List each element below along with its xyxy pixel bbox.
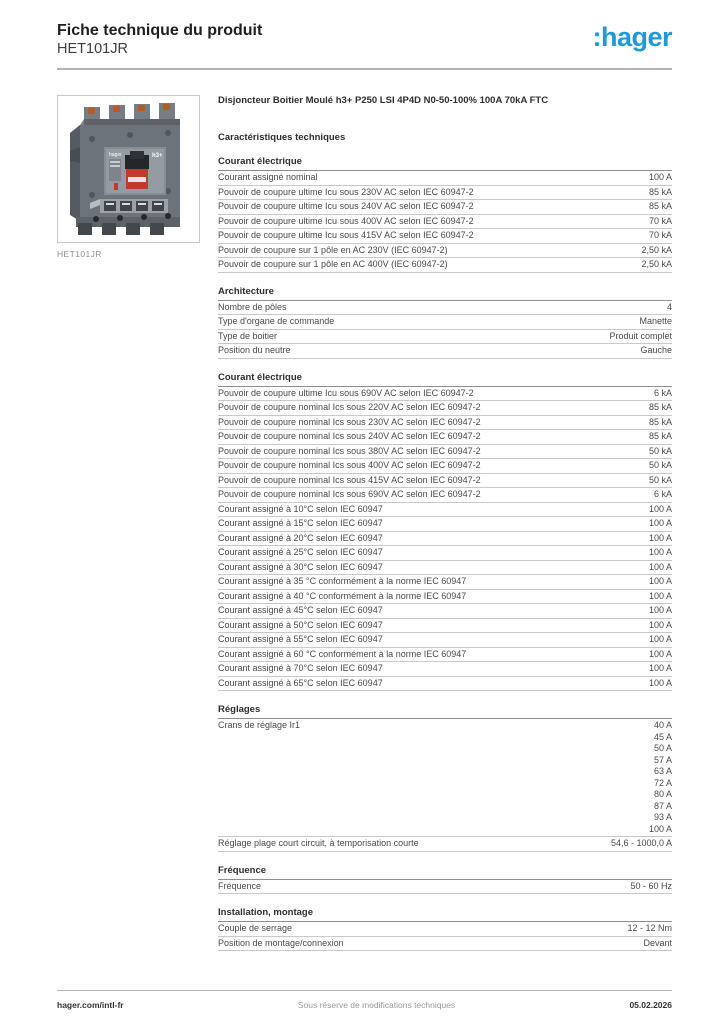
spec-values [649, 562, 672, 574]
spec-row [218, 922, 672, 937]
spec-values [649, 547, 672, 559]
spec-value: 100 A [648, 503, 672, 514]
spec-label: Pouvoir de coupure nominal Ics sous 400V AC selon IEC 60947-2 [218, 460, 481, 470]
spec-values [649, 475, 672, 487]
spec-value: 50 kA [648, 460, 672, 470]
spec-label: Courant assigné à 35 °C conformément à la norme IEC 60947 [218, 576, 467, 586]
product-figure [57, 95, 202, 951]
spec-value: 50 kA [648, 445, 672, 456]
spec-values [649, 230, 672, 242]
spec-value: 85 kA [648, 431, 672, 441]
spec-row [218, 215, 672, 230]
product-image-caption: HET101JR [57, 249, 102, 259]
spec-values [639, 316, 672, 328]
spec-label: Crans de réglage Ir1 [218, 720, 301, 730]
spec-value: 57 A [653, 754, 672, 765]
spec-value: 100 A [648, 663, 672, 673]
page-title: Fiche technique du produit [57, 22, 263, 39]
section-title: Réglages [218, 704, 672, 719]
spec-values [649, 591, 672, 603]
spec-section [218, 907, 672, 951]
product-title: Disjoncteur Boitier Moulé h3+ P250 LSI 4P4D N0-50-100% 100A 70kA FTC [218, 95, 549, 106]
spec-value: 100 A [648, 823, 672, 834]
spec-value: 100 A [648, 590, 672, 601]
spec-values [649, 678, 672, 690]
section-title: Installation, montage [218, 907, 672, 922]
spec-values [643, 938, 672, 950]
spec-value: 70 kA [648, 215, 672, 226]
spec-section [218, 286, 672, 359]
header-divider [57, 68, 672, 70]
spec-value: 85 kA [648, 201, 672, 211]
spec-value: 40 A [653, 720, 672, 730]
spec-row [218, 315, 672, 330]
spec-row [218, 387, 672, 402]
spec-value: 12 - 12 Nm [627, 923, 672, 933]
hager-logo: :hager [592, 22, 672, 52]
spec-value: 85 kA [648, 186, 672, 197]
spec-value: 93 A [653, 812, 672, 822]
product-image [57, 95, 200, 243]
spec-value: 100 A [648, 561, 672, 572]
spec-values [649, 649, 672, 661]
spec-label: Nombre de pôles [218, 301, 287, 312]
spec-row [218, 561, 672, 576]
spec-row [218, 171, 672, 186]
spec-value: 6 kA [653, 489, 672, 499]
spec-value: 72 A [653, 777, 672, 788]
spec-value: 100 A [648, 547, 672, 557]
spec-row [218, 619, 672, 634]
spec-values [649, 446, 672, 458]
spec-row [218, 330, 672, 345]
spec-values [609, 331, 672, 343]
spec-value: 100 A [648, 605, 672, 615]
spec-value: 100 A [648, 172, 672, 182]
specs-column [218, 95, 672, 951]
spec-label: Courant assigné à 60 °C conformément à la norme IEC 60947 [218, 648, 467, 659]
spec-value: 45 A [653, 731, 672, 742]
circuit-breaker-photo [62, 99, 195, 239]
spec-row [218, 244, 672, 259]
spec-label: Position du neutre [218, 345, 291, 355]
spec-label: Courant assigné à 20°C selon IEC 60947 [218, 532, 383, 543]
spec-label: Pouvoir de coupure sur 1 pôle en AC 400V (IEC 60947-2) [218, 259, 448, 269]
spec-label: Pouvoir de coupure nominal Ics sous 240V AC selon IEC 60947-2 [218, 431, 481, 441]
spec-value: Devant [643, 937, 672, 948]
spec-row [218, 633, 672, 648]
spec-value: 80 A [653, 789, 672, 799]
spec-label: Courant assigné à 10°C selon IEC 60947 [218, 503, 383, 514]
spec-row [218, 229, 672, 244]
spec-label: Type de boitier [218, 330, 278, 341]
spec-value: 100 A [648, 532, 672, 543]
breaker-control-panel [104, 147, 166, 195]
spec-label: Courant assigné à 15°C selon IEC 60947 [218, 518, 383, 528]
spec-value: 70 kA [648, 230, 672, 240]
svg-text:hager: hager [109, 152, 122, 158]
spec-values [649, 201, 672, 213]
spec-value: 100 A [648, 677, 672, 688]
spec-value: 100 A [648, 518, 672, 528]
spec-value: 100 A [648, 648, 672, 659]
spec-row [218, 880, 672, 895]
spec-row [218, 344, 672, 359]
spec-row [218, 401, 672, 416]
spec-label: Courant assigné à 30°C selon IEC 60947 [218, 561, 383, 572]
spec-label: Pouvoir de coupure nominal Ics sous 220V AC selon IEC 60947-2 [218, 402, 481, 412]
spec-label: Courant assigné à 45°C selon IEC 60947 [218, 605, 383, 615]
spec-label: Réglage plage court circuit, à temporisation courte [218, 838, 419, 848]
spec-label: Courant assigné à 25°C selon IEC 60947 [218, 547, 383, 557]
spec-label: Pouvoir de coupure ultime Icu sous 230V AC selon IEC 60947-2 [218, 186, 474, 197]
spec-label: Pouvoir de coupure ultime Icu sous 240V AC selon IEC 60947-2 [218, 201, 474, 211]
spec-values [649, 533, 672, 545]
spec-values [641, 259, 672, 271]
spec-label: Couple de serrage [218, 923, 293, 933]
section-title: Fréquence [218, 865, 672, 880]
spec-value: 50 kA [648, 474, 672, 485]
spec-row [218, 186, 672, 201]
spec-values [667, 302, 672, 314]
spec-row [218, 503, 672, 518]
spec-values [649, 518, 672, 530]
spec-values [649, 402, 672, 414]
spec-row [218, 546, 672, 561]
spec-value: 50 A [653, 743, 672, 753]
spec-value: Produit complet [609, 330, 672, 341]
spec-value: 54,6 - 1000,0 A [610, 838, 672, 848]
spec-value: 85 kA [648, 416, 672, 427]
spec-value: 100 A [648, 619, 672, 630]
spec-values [649, 605, 672, 617]
spec-values [641, 245, 672, 257]
breaker-top-terminals [84, 103, 180, 125]
spec-value: 87 A [653, 800, 672, 811]
spec-value: 2,50 kA [641, 244, 672, 255]
spec-row [218, 837, 672, 852]
spec-label: Pouvoir de coupure ultime Icu sous 415V AC selon IEC 60947-2 [218, 230, 474, 240]
spec-row [218, 575, 672, 590]
document-footer [57, 990, 672, 1010]
spec-label: Pouvoir de coupure nominal Ics sous 415V AC selon IEC 60947-2 [218, 474, 481, 485]
spec-row [218, 301, 672, 316]
characteristics-heading: Caractéristiques techniques [218, 132, 346, 143]
header-titles [57, 21, 262, 58]
spec-value: 100 A [648, 576, 672, 586]
spec-values [649, 460, 672, 472]
spec-label: Courant assigné à 40 °C conformément à la norme IEC 60947 [218, 590, 467, 601]
spec-values [649, 720, 672, 835]
spec-values [640, 345, 672, 357]
spec-values [649, 634, 672, 646]
spec-value: 2,50 kA [641, 259, 672, 269]
spec-label: Courant assigné à 50°C selon IEC 60947 [218, 619, 383, 630]
spec-values [649, 504, 672, 516]
section-title: Architecture [218, 286, 672, 301]
spec-values [649, 620, 672, 632]
spec-value: Manette [639, 316, 672, 326]
spec-section [218, 865, 672, 895]
spec-row [218, 517, 672, 532]
spec-value: 63 A [653, 766, 672, 776]
breaker-toggle [125, 151, 149, 189]
footer-date: 05.02.2026 [629, 1000, 672, 1010]
spec-section [218, 704, 672, 852]
spec-value: 4 [666, 301, 672, 312]
spec-row [218, 590, 672, 605]
spec-values [649, 663, 672, 675]
document-header [57, 21, 672, 58]
spec-row [218, 474, 672, 489]
spec-values [649, 172, 672, 184]
svg-text:h3+: h3+ [152, 153, 163, 159]
spec-values [649, 187, 672, 199]
spec-value: 6 kA [653, 387, 672, 398]
spec-section [218, 372, 672, 692]
spec-values [649, 216, 672, 228]
spec-label: Courant assigné à 70°C selon IEC 60947 [218, 663, 383, 673]
spec-row [218, 677, 672, 692]
spec-values [649, 576, 672, 588]
spec-values [630, 881, 672, 893]
spec-row [218, 445, 672, 460]
spec-values [627, 923, 672, 935]
spec-row [218, 200, 672, 215]
spec-row [218, 416, 672, 431]
spec-label: Type d'organe de commande [218, 316, 335, 326]
spec-value: Gauche [640, 345, 672, 355]
spec-row [218, 488, 672, 503]
spec-values [654, 388, 672, 400]
breaker-red-indicator [114, 183, 118, 190]
spec-row [218, 430, 672, 445]
spec-values [649, 431, 672, 443]
spec-section [218, 156, 672, 273]
spec-label: Pouvoir de coupure nominal Ics sous 690V AC selon IEC 60947-2 [218, 489, 481, 499]
footer-disclaimer: Sous réserve de modifications techniques [297, 1000, 456, 1010]
spec-row [218, 604, 672, 619]
spec-row [218, 532, 672, 547]
spec-label: Pouvoir de coupure nominal Ics sous 230V AC selon IEC 60947-2 [218, 416, 481, 427]
spec-label: Fréquence [218, 880, 262, 891]
spec-row [218, 648, 672, 663]
product-reference: HET101JR [57, 41, 128, 57]
spec-row [218, 459, 672, 474]
spec-row [218, 719, 672, 837]
spec-label: Courant assigné à 55°C selon IEC 60947 [218, 634, 383, 644]
spec-row [218, 937, 672, 952]
spec-label: Pouvoir de coupure nominal Ics sous 380V AC selon IEC 60947-2 [218, 445, 481, 456]
spec-label: Pouvoir de coupure ultime Icu sous 400V AC selon IEC 60947-2 [218, 215, 474, 226]
spec-values [611, 838, 672, 850]
breaker-dial-strip [90, 199, 168, 213]
spec-sections [218, 156, 672, 951]
spec-label: Pouvoir de coupure ultime Icu sous 690V AC selon IEC 60947-2 [218, 387, 474, 398]
spec-values [649, 417, 672, 429]
spec-label: Courant assigné nominal [218, 172, 318, 182]
spec-value: 50 - 60 Hz [630, 880, 672, 891]
spec-label: Pouvoir de coupure sur 1 pôle en AC 230V (IEC 60947-2) [218, 244, 448, 255]
spec-value: 100 A [648, 634, 672, 644]
spec-values [654, 489, 672, 501]
spec-label: Position de montage/connexion [218, 937, 344, 948]
spec-label: Courant assigné à 65°C selon IEC 60947 [218, 677, 383, 688]
spec-row [218, 258, 672, 273]
main-content [57, 95, 672, 951]
section-title: Courant électrique [218, 372, 672, 387]
spec-value: 85 kA [648, 402, 672, 412]
section-title: Courant électrique [218, 156, 672, 171]
footer-website: hager.com/intl-fr [57, 1000, 124, 1010]
spec-row [218, 662, 672, 677]
